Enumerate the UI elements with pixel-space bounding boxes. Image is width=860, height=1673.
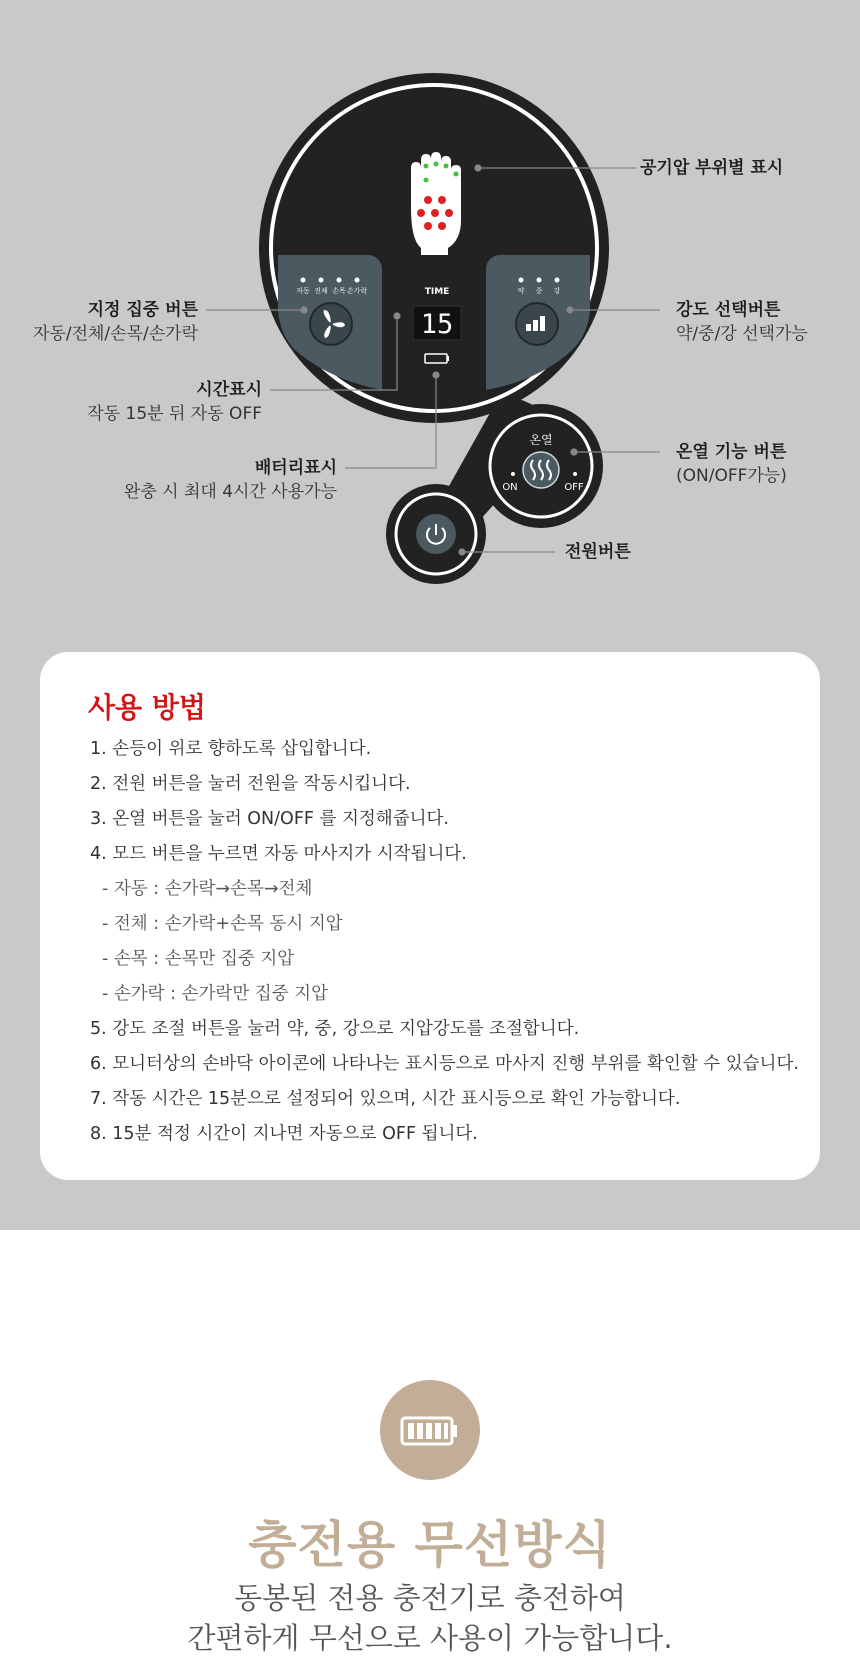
- time-label: TIME: [424, 287, 450, 297]
- callout-mode-title: 지정 집중 버튼: [87, 300, 198, 320]
- usage-step: 3. 온열 버튼을 눌러 ON/OFF 를 지정해줍니다.: [90, 809, 449, 829]
- callout-strength-title: 강도 선택버튼: [676, 300, 781, 320]
- usage-substep: - 손가락 : 손가락만 집중 지압: [102, 984, 328, 1004]
- usage-card: [40, 652, 820, 1180]
- usage-substep: - 손목 : 손목만 집중 지압: [102, 949, 295, 969]
- wireless-title: 충전용 무선방식: [248, 1516, 612, 1574]
- usage-step: 4. 모드 버튼을 누르면 자동 마사지가 시작됩니다.: [90, 844, 467, 864]
- wireless-desc-line1: 동봉된 전용 충전기로 충전하여: [234, 1581, 626, 1615]
- strength-label-low: 약: [517, 287, 525, 295]
- heat-title: 온열: [529, 433, 553, 447]
- heat-off-label: OFF: [564, 482, 584, 493]
- mode-label-auto: 자동: [296, 287, 310, 295]
- strength-label-high: 강: [553, 287, 561, 295]
- callout-heat-sub: (ON/OFF가능): [676, 466, 787, 486]
- callout-power: [565, 540, 631, 564]
- mode-button[interactable]: [310, 303, 352, 345]
- power-button[interactable]: [416, 514, 456, 554]
- usage-step: 1. 손등이 위로 향하도록 삽입합니다.: [90, 739, 372, 759]
- callout-mode-sub: 자동/전체/손목/손가락: [33, 324, 198, 344]
- usage-step: 7. 작동 시간은 15분으로 설정되어 있으며, 시간 표시등으로 확인 가능합니다.: [90, 1089, 681, 1109]
- hand-icon: [411, 152, 461, 255]
- callout-air-pressure-title: 공기압 부위별 표시: [640, 158, 784, 178]
- callout-power-title: 전원버튼: [565, 542, 631, 562]
- strength-button[interactable]: [516, 303, 558, 345]
- callout-time: [87, 378, 262, 426]
- mode-label-finger: 손가락: [346, 287, 368, 295]
- callout-strength-sub: 약/중/강 선택가능: [676, 324, 808, 344]
- heat-button[interactable]: [523, 452, 559, 488]
- heat-on-label: ON: [502, 482, 518, 493]
- battery-icon: [380, 1380, 480, 1480]
- usage-step: 8. 15분 적정 시간이 지나면 자동으로 OFF 됩니다.: [90, 1124, 478, 1144]
- wireless-desc-line2: 간편하게 무선으로 사용이 가능합니다.: [187, 1621, 673, 1655]
- mode-label-wrist: 손목: [332, 287, 346, 295]
- usage-step: 6. 모니터상의 손바닥 아이콘에 나타나는 표시등으로 마사지 진행 부위를 확인할 수 있습니다.: [90, 1054, 799, 1074]
- callout-battery-title: 배터리표시: [254, 458, 337, 478]
- usage-substep: - 자동 : 손가락→손목→전체: [102, 879, 313, 899]
- strength-label-mid: 중: [535, 287, 543, 295]
- callout-air-pressure: [640, 156, 783, 180]
- callout-time-sub: 작동 15분 뒤 자동 OFF: [87, 404, 262, 424]
- callout-battery-sub: 완충 시 최대 4시간 사용가능: [123, 482, 337, 502]
- mode-label-all: 전체: [314, 287, 328, 295]
- usage-substep: - 전체 : 손가락+손목 동시 지압: [102, 914, 343, 934]
- usage-steps: [90, 732, 799, 1152]
- usage-step: 2. 전원 버튼을 눌러 전원을 작동시킵니다.: [90, 774, 411, 794]
- usage-step: 5. 강도 조절 버튼을 눌러 약, 중, 강으로 지압강도를 조절합니다.: [90, 1019, 580, 1039]
- wireless-desc: [0, 1578, 860, 1658]
- callout-heat-title: 온열 기능 버튼: [676, 442, 787, 462]
- usage-title: 사용 방법: [88, 691, 206, 724]
- time-display: 15: [420, 309, 454, 340]
- callout-battery: [124, 456, 337, 504]
- battery-badge: [380, 1380, 480, 1480]
- callout-mode: [33, 298, 198, 346]
- callout-time-title: 시간표시: [196, 380, 262, 400]
- callout-strength: [676, 298, 808, 346]
- callout-heat: [676, 440, 787, 488]
